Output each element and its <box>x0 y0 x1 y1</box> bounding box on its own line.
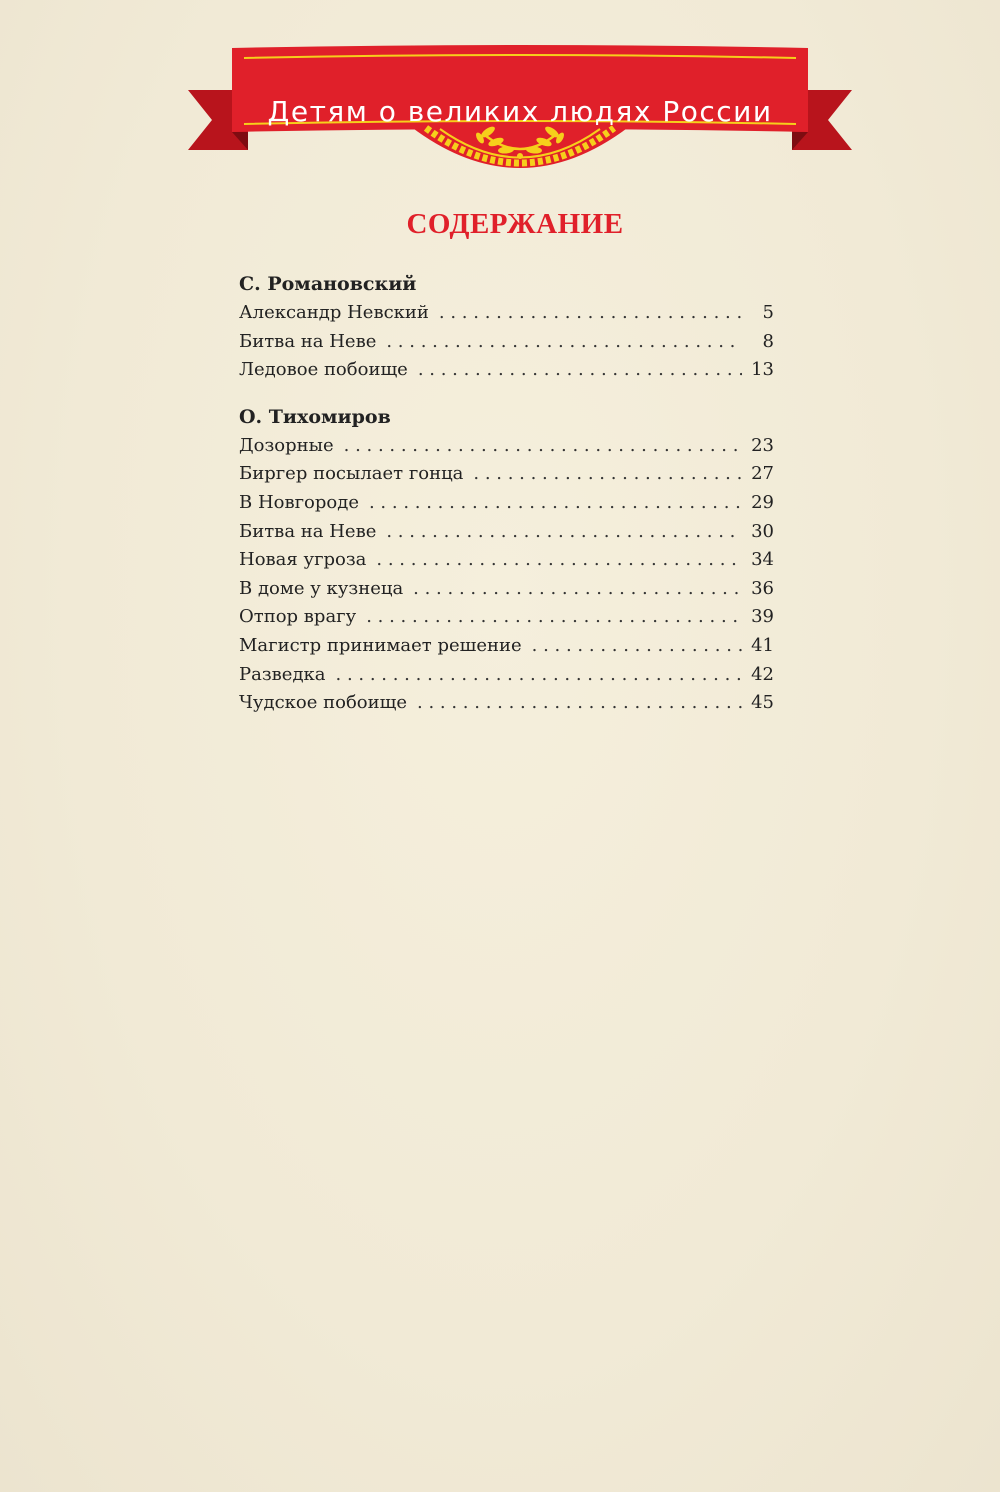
toc-section <box>239 403 774 718</box>
entry-page: 42 <box>751 663 774 685</box>
dot-leader <box>473 460 742 489</box>
entry-title: Отпор врагу <box>239 606 357 628</box>
entry-title: Магистр принимает решение <box>239 634 522 656</box>
toc-title: СОДЕРЖАНИЕ <box>406 208 624 240</box>
dot-leader <box>418 356 742 385</box>
dot-leader <box>376 546 742 575</box>
entry-title: Биргер посылает гонца <box>239 463 464 485</box>
entry-page: 39 <box>751 606 774 628</box>
toc-entry[interactable] <box>239 489 774 518</box>
entry-page: 5 <box>762 302 774 323</box>
entry-page: 41 <box>751 634 774 656</box>
toc-section <box>239 270 774 385</box>
dot-leader <box>386 328 742 357</box>
dot-leader <box>413 575 742 604</box>
dot-leader <box>344 432 742 461</box>
dot-leader <box>439 299 742 328</box>
table-of-contents <box>239 270 774 718</box>
entry-page: 23 <box>751 434 774 456</box>
toc-entry[interactable] <box>239 575 774 604</box>
section-author: С. Романовский <box>239 273 417 295</box>
entry-page: 45 <box>751 692 774 714</box>
entry-list <box>239 432 774 718</box>
entry-title: В доме у кузнеца <box>239 577 404 599</box>
series-title: Детям о великих людях России <box>267 95 773 128</box>
toc-entry[interactable] <box>239 661 774 690</box>
entry-list <box>239 299 774 385</box>
dot-leader <box>336 661 742 690</box>
toc-entry[interactable] <box>239 299 774 328</box>
toc-entry[interactable] <box>239 689 774 718</box>
toc-entry[interactable] <box>239 356 774 385</box>
entry-page: 27 <box>751 463 774 485</box>
toc-entry[interactable] <box>239 603 774 632</box>
entry-page: 30 <box>751 520 774 542</box>
dot-leader <box>532 632 742 661</box>
entry-title: Чудское побоище <box>239 692 408 714</box>
toc-entry[interactable] <box>239 460 774 489</box>
entry-title: Новая угроза <box>239 549 367 571</box>
section-spacer <box>239 385 774 403</box>
entry-title: В Новгороде <box>239 491 359 513</box>
toc-entry[interactable] <box>239 432 774 461</box>
entry-title: Битва на Неве <box>239 520 377 542</box>
entry-page: 8 <box>762 330 774 352</box>
entry-page: 34 <box>751 549 774 571</box>
entry-page: 36 <box>751 577 774 599</box>
entry-title: Битва на Неве <box>239 330 377 352</box>
entry-page: 13 <box>751 359 774 381</box>
dot-leader <box>386 518 742 547</box>
entry-title: Разведка <box>239 663 326 685</box>
toc-entry[interactable] <box>239 546 774 575</box>
toc-entry[interactable] <box>239 328 774 357</box>
series-banner <box>188 40 852 170</box>
dot-leader <box>369 489 742 518</box>
toc-entry[interactable] <box>239 518 774 547</box>
entry-title: Дозорные <box>239 434 334 456</box>
entry-title: Александр Невский <box>239 302 429 323</box>
entry-title: Ледовое побоище <box>239 359 408 381</box>
toc-entry[interactable] <box>239 632 774 661</box>
section-author: О. Тихомиров <box>239 405 391 428</box>
dot-leader <box>417 689 742 718</box>
dot-leader <box>366 603 742 632</box>
entry-page: 29 <box>751 491 774 513</box>
